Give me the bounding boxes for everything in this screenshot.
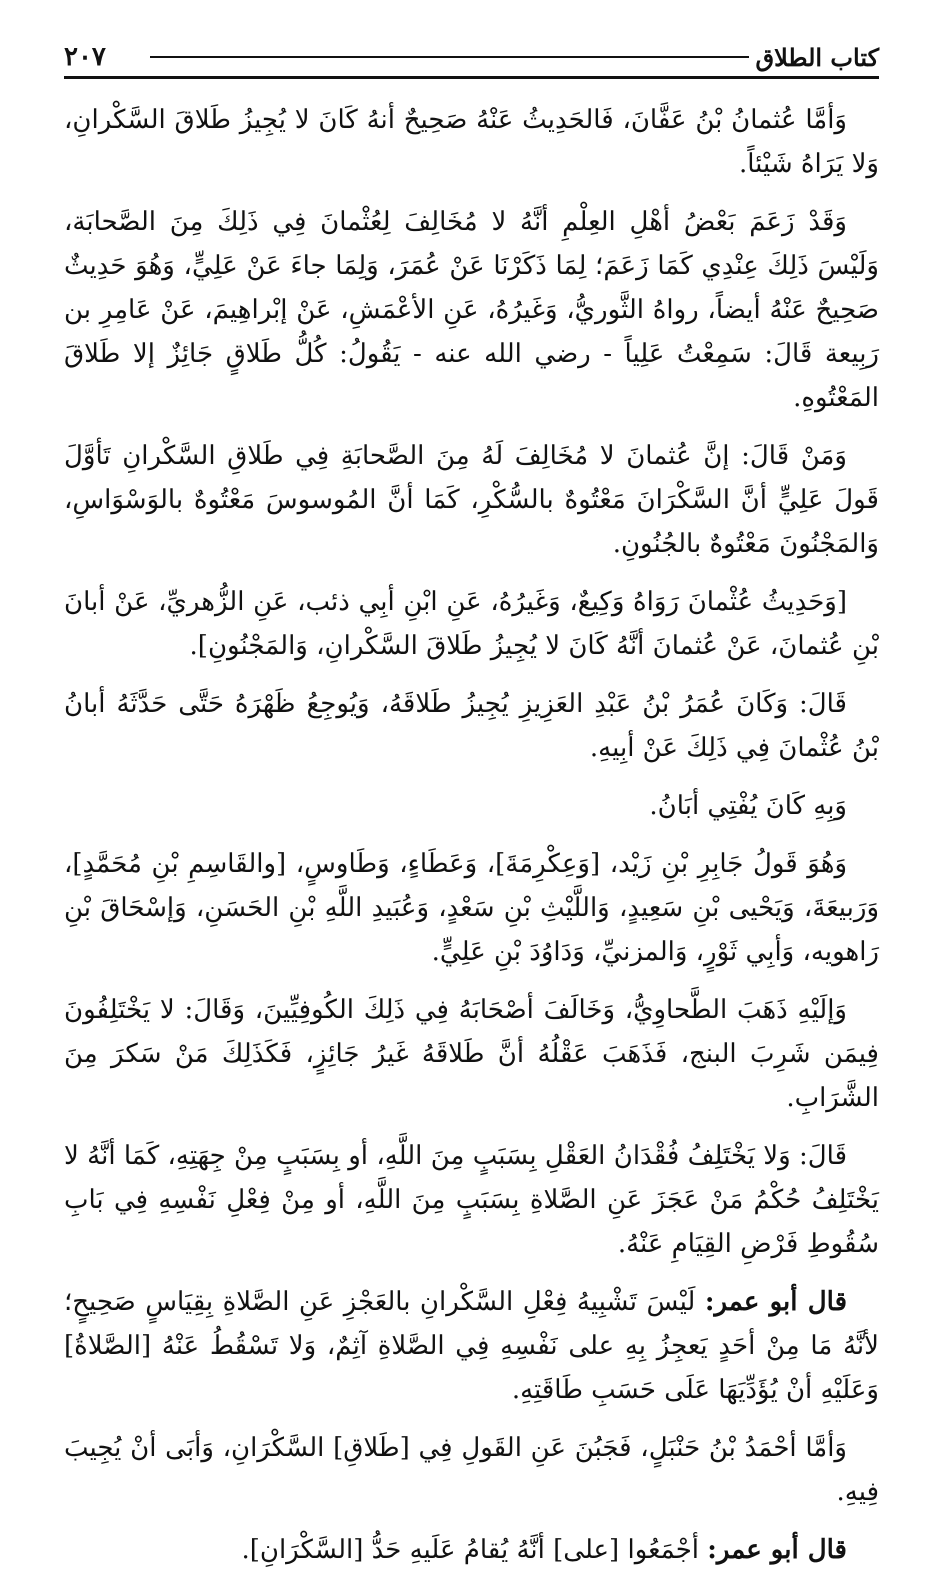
paragraph (64, 1280, 879, 1412)
paragraph (64, 682, 879, 770)
header-rule (64, 76, 879, 79)
paragraph-text: وَأمَّا أحْمَدُ بْنُ حَنْبَلٍ، فَجَبُنَ عَنِ القَولِ فِي [طَلاقِ] السَّكْرَانِ، وَأبَى أنْ يُجِيبَ فِيهِ. (64, 1433, 879, 1507)
running-title: كتاب الطلاق (755, 43, 879, 72)
paragraph (64, 988, 879, 1120)
paragraph-lead: قال أبو عمر: (704, 1287, 847, 1317)
paragraph-text: أجْمَعُوا [على] أنَّهُ يُقامُ عَلَيهِ حَدُّ [السَّكْرَانِ]. (241, 1535, 699, 1565)
paragraph (64, 842, 879, 974)
paragraph (64, 1426, 879, 1514)
page-header (64, 30, 879, 70)
paragraph-text: وَقَدْ زَعَمَ بَعْضُ أهْلِ العِلْمِ أنَّهُ لا مُخَالِفَ لِعُثْمانَ فِي ذَلِكَ مِنَ الصَّحابَة، وَلَيْسَ ذَلِكَ عِنْدِي كَمَا زَعَمَ؛ لِمَا ذَكَرْنَا عَنْ عُمَرَ، وَلِمَا جاءَ عَنْ عَلِيٍّ، وَهُوَ حَدِيثٌ صَحِيحٌ عَنْهُ أيضاً، رواهُ الثَّوريُّ، وَغَيرُهُ، عَنِ الأعْمَشِ، عَنْ إبْراهِيمَ، عَنْ عَامِرِ بن رَبِيعة قَالَ: سَمِعْتُ عَلِياً - رضي الله عنه - يَقُولُ: كُلُّ طَلاقٍ جَائِزٌ إلا طَلاقَ المَعْتُوهِ. (64, 207, 879, 413)
paragraph-text: [وَحَدِيثُ عُثْمانَ رَوَاهُ وَكِيعٌ، وَغَيرُهُ، عَنِ ابْنِ أبِي ذئب، عَنِ الزُّهريِّ، عَنْ أبانَ بْنِ عُثمانَ، عَنْ عُثمانَ أنَّهُ كَانَ لا يُجِيزُ طَلاقَ السَّكْرانِ، وَالمَجْنُونِ]. (64, 587, 879, 661)
paragraph-lead: قال أبو عمر: (707, 1535, 847, 1565)
paragraph (64, 1134, 879, 1266)
header-line (150, 56, 749, 58)
paragraph-text: وَمَنْ قَالَ: إنَّ عُثمانَ لا مُخَالِفَ لَهُ مِنَ الصَّحابَةِ فِي طَلاقِ السَّكْرانِ تَأوَّلَ قَولَ عَلِيٍّ أنَّ السَّكْرَانَ مَعْتُوهٌ بالسُّكْرِ، كَمَا أنَّ المُوسوسَ مَعْتُوهٌ بالوَسْوَاسِ، وَالمَجْنُونَ مَعْتُوهٌ بالجُنُونِ. (64, 441, 879, 559)
paragraph-text: قَالَ: وَكَانَ عُمَرُ بْنُ عَبْدِ العَزِيزِ يُجِيزُ طَلاقَهُ، وَيُوجِعُ ظَهْرَهُ حَتَّى حَدَّثَهُ أبانُ بْنُ عُثْمانَ فِي ذَلِكَ عَنْ أبِيهِ. (64, 689, 879, 763)
paragraph (64, 1528, 879, 1572)
paragraph-text: وَهُوَ قَولُ جَابِرِ بْنِ زَيْد، [وَعِكْرِمَةَ]، وَعَطَاءٍ، وَطَاوسٍ، [والقَاسِمِ بْنِ مُحَمَّدٍ]، وَرَبيعَةَ، وَيَحْيى بْنِ سَعِيدٍ، وَاللَّيْثِ بْنِ سَعْدٍ، وَعُبَيدِ اللَّهِ بْنِ الحَسَنِ، وَإسْحَاقَ بْنِ رَاهويه، وَأبِي ثَوْرٍ، وَالمزنيِّ، وَدَاوُدَ بْنِ عَلِيٍّ. (64, 849, 879, 967)
page-body (64, 98, 879, 1586)
paragraph (64, 784, 879, 828)
paragraph (64, 200, 879, 420)
paragraph (64, 580, 879, 668)
paragraph-text: قَالَ: وَلا يَخْتَلِفُ فُقْدَانُ العَقْلِ بِسَبَبٍ مِنَ اللَّهِ، أو بِسَبَبٍ مِنْ جِهَتِهِ، كَمَا أنَّهُ لا يَخْتَلِفُ حُكْمُ مَنْ عَجَزَ عَنِ الصَّلاةِ بِسَبَبٍ مِنَ اللَّهِ، أو مِنْ فِعْلِ نَفْسِهِ فِي بَابِ سُقُوطِ فَرْضِ القِيَامِ عَنْهُ. (64, 1141, 879, 1259)
paragraph-text: وَإلَيْهِ ذَهَبَ الطَّحاوِيُّ، وَخَالَفَ أصْحَابَهُ فِي ذَلِكَ الكُوفِيِّينَ، وَقَالَ: لا يَخْتَلِفُونَ فِيمَن شَرِبَ البنج، فَذَهَبَ عَقْلُهُ أنَّ طَلاقَهُ غَيرُ جَائِزٍ، فَكَذَلِكَ مَنْ سَكرَ مِنَ الشَّرَابِ. (64, 995, 879, 1113)
paragraph (64, 98, 879, 186)
paragraph-text: وَأمَّا عُثمانُ بْنُ عَفَّانَ، فَالحَدِيثُ عَنْهُ صَحِيحٌ أنهُ كَانَ لا يُجِيزُ طَلاقَ السَّكْرانِ، وَلا يَرَاهُ شَيْئاً. (64, 105, 879, 179)
paragraph-text: لَيْسَ تَشْبِيهُ فِعْلِ السَّكْرانِ بالعَجْزِ عَنِ الصَّلاةِ بِقِيَاسٍ صَحِيحٍ؛ لأنَّهُ مَا مِنْ أحَدٍ يَعجِزُ بِهِ على نَفْسِهِ فِي الصَّلاةِ آثِمٌ، وَلا تَسْقُطُ عَنْهُ [الصَّلاةُ] وَعَلَيْهِ أنْ يُؤَدِّيَهَا عَلَى حَسَبِ طَاقَتِهِ. (64, 1287, 879, 1405)
paragraph-text: وَبِهِ كَانَ يُفْتِي أبَانُ. (649, 791, 847, 821)
paragraph (64, 434, 879, 566)
page-number: ٢٠٧ (64, 42, 106, 72)
